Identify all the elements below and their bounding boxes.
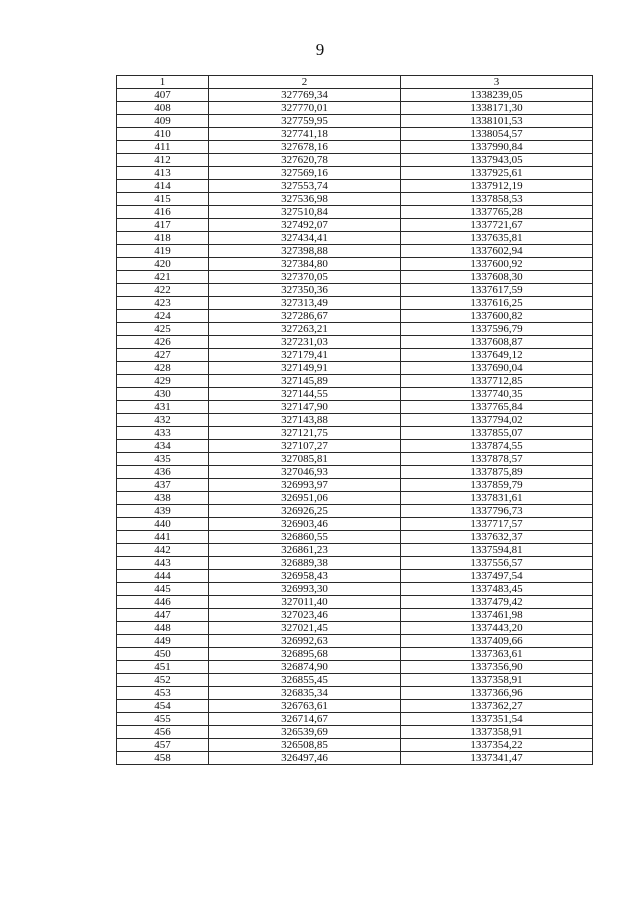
table-row [117,323,593,336]
cell-x-coordinate: 326992,63 [209,635,401,648]
cell-x-coordinate: 326993,30 [209,583,401,596]
cell-x-coordinate: 327313,49 [209,297,401,310]
cell-y-coordinate: 1337608,30 [401,271,593,284]
cell-y-coordinate: 1337858,53 [401,193,593,206]
cell-y-coordinate: 1337479,42 [401,596,593,609]
cell-x-coordinate: 327145,89 [209,375,401,388]
table-row [117,297,593,310]
cell-y-coordinate: 1337556,57 [401,557,593,570]
cell-y-coordinate: 1337497,54 [401,570,593,583]
table-row [117,102,593,115]
cell-y-coordinate: 1337632,37 [401,531,593,544]
table-row [117,557,593,570]
cell-x-coordinate: 326951,06 [209,492,401,505]
cell-x-coordinate: 327046,93 [209,466,401,479]
table-body [117,89,593,765]
cell-point-number: 440 [117,518,209,531]
cell-x-coordinate: 327121,75 [209,427,401,440]
cell-point-number: 454 [117,700,209,713]
cell-point-number: 436 [117,466,209,479]
cell-y-coordinate: 1337617,59 [401,284,593,297]
cell-y-coordinate: 1337712,85 [401,375,593,388]
cell-point-number: 414 [117,180,209,193]
cell-y-coordinate: 1337608,87 [401,336,593,349]
header-row [117,76,593,89]
cell-y-coordinate: 1337990,84 [401,141,593,154]
cell-x-coordinate: 326895,68 [209,648,401,661]
table-row [117,713,593,726]
cell-y-coordinate: 1337356,90 [401,661,593,674]
cell-y-coordinate: 1337358,91 [401,726,593,739]
table-row [117,635,593,648]
cell-x-coordinate: 327759,95 [209,115,401,128]
cell-y-coordinate: 1337483,45 [401,583,593,596]
table-row [117,362,593,375]
cell-point-number: 443 [117,557,209,570]
cell-point-number: 422 [117,284,209,297]
cell-y-coordinate: 1337943,05 [401,154,593,167]
table-header [117,76,593,89]
cell-point-number: 407 [117,89,209,102]
cell-point-number: 447 [117,609,209,622]
cell-x-coordinate: 326874,90 [209,661,401,674]
table-row [117,726,593,739]
cell-point-number: 409 [117,115,209,128]
cell-x-coordinate: 327179,41 [209,349,401,362]
cell-y-coordinate: 1337635,81 [401,232,593,245]
table-row [117,193,593,206]
table-row [117,401,593,414]
table-row [117,544,593,557]
cell-x-coordinate: 327085,81 [209,453,401,466]
cell-point-number: 451 [117,661,209,674]
table-row [117,531,593,544]
cell-y-coordinate: 1337717,57 [401,518,593,531]
cell-x-coordinate: 327107,27 [209,440,401,453]
table-row [117,609,593,622]
cell-y-coordinate: 1338239,05 [401,89,593,102]
cell-y-coordinate: 1337341,47 [401,752,593,765]
column-header-x: 2 [209,76,401,89]
table-row [117,479,593,492]
cell-y-coordinate: 1337690,04 [401,362,593,375]
table-row [117,466,593,479]
cell-x-coordinate: 326889,38 [209,557,401,570]
cell-point-number: 434 [117,440,209,453]
cell-point-number: 450 [117,648,209,661]
table-row [117,453,593,466]
cell-point-number: 448 [117,622,209,635]
cell-x-coordinate: 327678,16 [209,141,401,154]
table-row [117,180,593,193]
cell-x-coordinate: 327569,16 [209,167,401,180]
table-row [117,310,593,323]
cell-x-coordinate: 327770,01 [209,102,401,115]
cell-point-number: 446 [117,596,209,609]
cell-y-coordinate: 1337362,27 [401,700,593,713]
cell-x-coordinate: 326539,69 [209,726,401,739]
cell-point-number: 435 [117,453,209,466]
cell-y-coordinate: 1337912,19 [401,180,593,193]
cell-point-number: 411 [117,141,209,154]
cell-x-coordinate: 327147,90 [209,401,401,414]
table-row [117,700,593,713]
cell-y-coordinate: 1337351,54 [401,713,593,726]
table-row [117,245,593,258]
cell-point-number: 458 [117,752,209,765]
cell-x-coordinate: 327023,46 [209,609,401,622]
cell-y-coordinate: 1337616,25 [401,297,593,310]
cell-point-number: 455 [117,713,209,726]
table-row [117,141,593,154]
cell-x-coordinate: 326860,55 [209,531,401,544]
cell-y-coordinate: 1337602,94 [401,245,593,258]
cell-x-coordinate: 326926,25 [209,505,401,518]
cell-y-coordinate: 1337740,35 [401,388,593,401]
cell-y-coordinate: 1337855,07 [401,427,593,440]
cell-y-coordinate: 1337594,81 [401,544,593,557]
cell-y-coordinate: 1337600,92 [401,258,593,271]
cell-point-number: 457 [117,739,209,752]
table-row [117,518,593,531]
table-row [117,388,593,401]
cell-x-coordinate: 327149,91 [209,362,401,375]
cell-y-coordinate: 1337878,57 [401,453,593,466]
cell-y-coordinate: 1337765,84 [401,401,593,414]
cell-y-coordinate: 1337358,91 [401,674,593,687]
table-row [117,89,593,102]
cell-point-number: 427 [117,349,209,362]
cell-point-number: 416 [117,206,209,219]
table-row [117,583,593,596]
table-row [117,414,593,427]
cell-x-coordinate: 327741,18 [209,128,401,141]
cell-point-number: 437 [117,479,209,492]
cell-y-coordinate: 1337409,66 [401,635,593,648]
cell-y-coordinate: 1337765,28 [401,206,593,219]
cell-y-coordinate: 1337443,20 [401,622,593,635]
cell-x-coordinate: 327510,84 [209,206,401,219]
cell-point-number: 441 [117,531,209,544]
cell-x-coordinate: 327143,88 [209,414,401,427]
cell-x-coordinate: 326993,97 [209,479,401,492]
cell-y-coordinate: 1337925,61 [401,167,593,180]
table-row [117,505,593,518]
coordinates-table [116,75,593,765]
cell-x-coordinate: 327384,80 [209,258,401,271]
column-header-y: 3 [401,76,593,89]
table-row [117,128,593,141]
cell-point-number: 425 [117,323,209,336]
cell-y-coordinate: 1337366,96 [401,687,593,700]
cell-x-coordinate: 326903,46 [209,518,401,531]
table-row [117,115,593,128]
cell-x-coordinate: 326763,61 [209,700,401,713]
cell-point-number: 410 [117,128,209,141]
cell-point-number: 417 [117,219,209,232]
cell-point-number: 418 [117,232,209,245]
cell-point-number: 444 [117,570,209,583]
cell-y-coordinate: 1338054,57 [401,128,593,141]
cell-y-coordinate: 1337461,98 [401,609,593,622]
cell-point-number: 419 [117,245,209,258]
cell-y-coordinate: 1337354,22 [401,739,593,752]
cell-point-number: 408 [117,102,209,115]
cell-x-coordinate: 326861,23 [209,544,401,557]
cell-point-number: 430 [117,388,209,401]
cell-x-coordinate: 327350,36 [209,284,401,297]
cell-point-number: 432 [117,414,209,427]
cell-x-coordinate: 326497,46 [209,752,401,765]
cell-x-coordinate: 327370,05 [209,271,401,284]
table-row [117,167,593,180]
table-row [117,739,593,752]
table-row [117,271,593,284]
cell-x-coordinate: 327398,88 [209,245,401,258]
cell-point-number: 433 [117,427,209,440]
table-row [117,206,593,219]
cell-x-coordinate: 327434,41 [209,232,401,245]
cell-point-number: 452 [117,674,209,687]
table-row [117,440,593,453]
table-row [117,349,593,362]
cell-point-number: 453 [117,687,209,700]
cell-x-coordinate: 327144,55 [209,388,401,401]
cell-y-coordinate: 1337831,61 [401,492,593,505]
table-row [117,648,593,661]
cell-y-coordinate: 1338101,53 [401,115,593,128]
cell-x-coordinate: 326855,45 [209,674,401,687]
cell-y-coordinate: 1337796,73 [401,505,593,518]
cell-y-coordinate: 1337721,67 [401,219,593,232]
cell-point-number: 420 [117,258,209,271]
cell-y-coordinate: 1337874,55 [401,440,593,453]
cell-y-coordinate: 1338171,30 [401,102,593,115]
cell-y-coordinate: 1337859,79 [401,479,593,492]
cell-x-coordinate: 326835,34 [209,687,401,700]
cell-y-coordinate: 1337363,61 [401,648,593,661]
cell-x-coordinate: 327011,40 [209,596,401,609]
column-header-point: 1 [117,76,209,89]
cell-point-number: 442 [117,544,209,557]
cell-point-number: 431 [117,401,209,414]
cell-y-coordinate: 1337875,89 [401,466,593,479]
cell-x-coordinate: 326508,85 [209,739,401,752]
page-number: 9 [315,40,325,59]
table-row [117,219,593,232]
table-row [117,687,593,700]
cell-y-coordinate: 1337794,02 [401,414,593,427]
table-row [117,661,593,674]
table-row [117,375,593,388]
table-row [117,232,593,245]
table-row [117,596,593,609]
table-row [117,258,593,271]
cell-x-coordinate: 327620,78 [209,154,401,167]
cell-x-coordinate: 327286,67 [209,310,401,323]
table-row [117,284,593,297]
cell-y-coordinate: 1337649,12 [401,349,593,362]
cell-point-number: 415 [117,193,209,206]
cell-x-coordinate: 327536,98 [209,193,401,206]
table-row [117,752,593,765]
cell-point-number: 423 [117,297,209,310]
cell-y-coordinate: 1337600,82 [401,310,593,323]
cell-y-coordinate: 1337596,79 [401,323,593,336]
cell-point-number: 449 [117,635,209,648]
cell-x-coordinate: 327263,21 [209,323,401,336]
cell-x-coordinate: 326714,67 [209,713,401,726]
table-row [117,154,593,167]
cell-point-number: 429 [117,375,209,388]
cell-point-number: 421 [117,271,209,284]
table-row [117,427,593,440]
cell-point-number: 456 [117,726,209,739]
cell-point-number: 438 [117,492,209,505]
table-row [117,336,593,349]
cell-point-number: 426 [117,336,209,349]
cell-x-coordinate: 327492,07 [209,219,401,232]
table-row [117,570,593,583]
cell-x-coordinate: 327553,74 [209,180,401,193]
cell-point-number: 424 [117,310,209,323]
cell-point-number: 413 [117,167,209,180]
table-row [117,674,593,687]
cell-point-number: 439 [117,505,209,518]
cell-x-coordinate: 326958,43 [209,570,401,583]
cell-point-number: 445 [117,583,209,596]
table-row [117,622,593,635]
table-row [117,492,593,505]
cell-point-number: 428 [117,362,209,375]
cell-x-coordinate: 327769,34 [209,89,401,102]
cell-point-number: 412 [117,154,209,167]
cell-x-coordinate: 327231,03 [209,336,401,349]
cell-x-coordinate: 327021,45 [209,622,401,635]
